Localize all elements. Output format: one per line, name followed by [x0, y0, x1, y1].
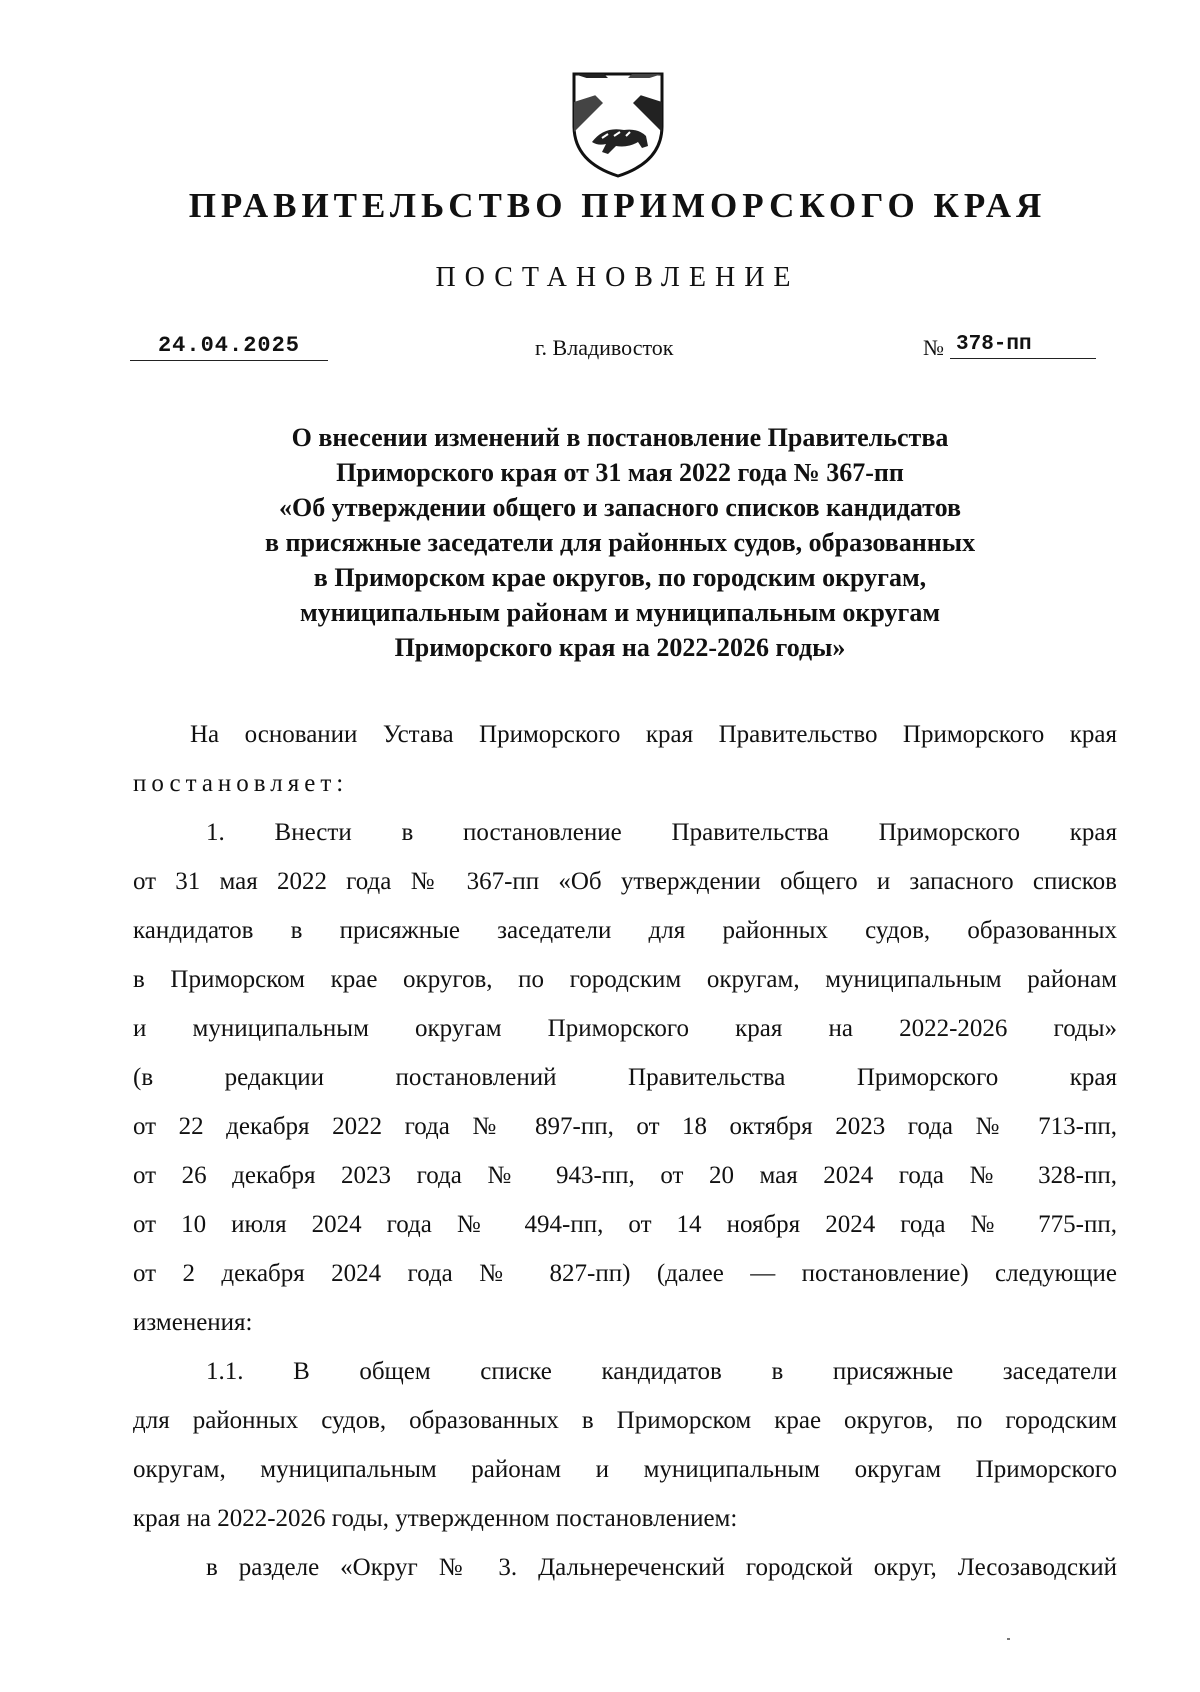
title-line: муниципальным районам и муниципальным округам: [299, 598, 941, 627]
title-line: Приморского края на 2022-2026 годы»: [394, 633, 846, 662]
document-type: ПОСТАНОВЛЕНИЕ: [435, 262, 800, 293]
body-line: от 10 июля 2024 года № 494-пп, от 14 ноября 2024 года № 775-пп,: [133, 1211, 1117, 1238]
body-line: в разделе «Округ № 3. Дальнереченский городской округ, Лесозаводский: [206, 1554, 1117, 1581]
document-meta-row: [0, 333, 1200, 373]
body-line: от 31 мая 2022 года № 367-пп «Об утверждении общего и запасного списков: [133, 868, 1117, 895]
body-line: для районных судов, образованных в Приморском крае округов, по городским: [133, 1407, 1117, 1434]
scan-speck: [1007, 1638, 1010, 1640]
body-line: от 22 декабря 2022 года № 897-пп, от 18 октября 2023 года № 713-пп,: [133, 1113, 1117, 1140]
number-sign: №: [923, 335, 944, 360]
body-line: округам, муниципальным районам и муниципальным округам Приморского: [133, 1456, 1117, 1483]
title-line: в Приморском крае округов, по городским округам,: [313, 563, 927, 592]
title-line: О внесении изменений в постановление Правительства: [291, 423, 949, 452]
document-body: [133, 710, 1117, 1592]
title-line: в присяжные заседатели для районных судов, образованных: [264, 528, 976, 557]
body-line: от 26 декабря 2023 года № 943-пп, от 20 мая 2024 года № 328-пп,: [133, 1162, 1117, 1189]
document-number: 378-пп: [950, 333, 1096, 359]
document-date: 24.04.2025: [130, 333, 328, 361]
title-line: «Об утверждении общего и запасного списков кандидатов: [279, 493, 961, 522]
document-city: г. Владивосток: [535, 335, 674, 360]
body-line: кандидатов в присяжные заседатели для районных судов, образованных: [133, 917, 1117, 944]
primorye-coat-of-arms-emblem: [568, 70, 668, 180]
government-name: ПРАВИТЕЛЬСТВО ПРИМОРСКОГО КРАЯ: [188, 186, 1047, 225]
body-line: На основании Устава Приморского края Правительство Приморского края: [190, 721, 1117, 748]
body-line: края на 2022-2026 годы, утвержденном постановлением:: [133, 1505, 738, 1532]
body-line: в Приморском крае округов, по городским округам, муниципальным районам: [133, 966, 1117, 993]
body-line: изменения:: [133, 1309, 253, 1336]
title-line: Приморского края от 31 мая 2022 года № 367-пп: [336, 458, 904, 487]
document-title: [180, 420, 1060, 665]
body-line: (в редакции постановлений Правительства Приморского края: [133, 1064, 1117, 1091]
body-line: от 2 декабря 2024 года № 827-пп) (далее — постановление) следующие: [133, 1260, 1117, 1287]
body-line: 1.1. В общем списке кандидатов в присяжные заседатели: [206, 1358, 1117, 1385]
body-line: и муниципальным округам Приморского края на 2022-2026 годы»: [133, 1015, 1117, 1042]
body-line: 1. Внести в постановление Правительства Приморского края: [206, 819, 1117, 846]
body-line: постановляет:: [133, 770, 349, 797]
